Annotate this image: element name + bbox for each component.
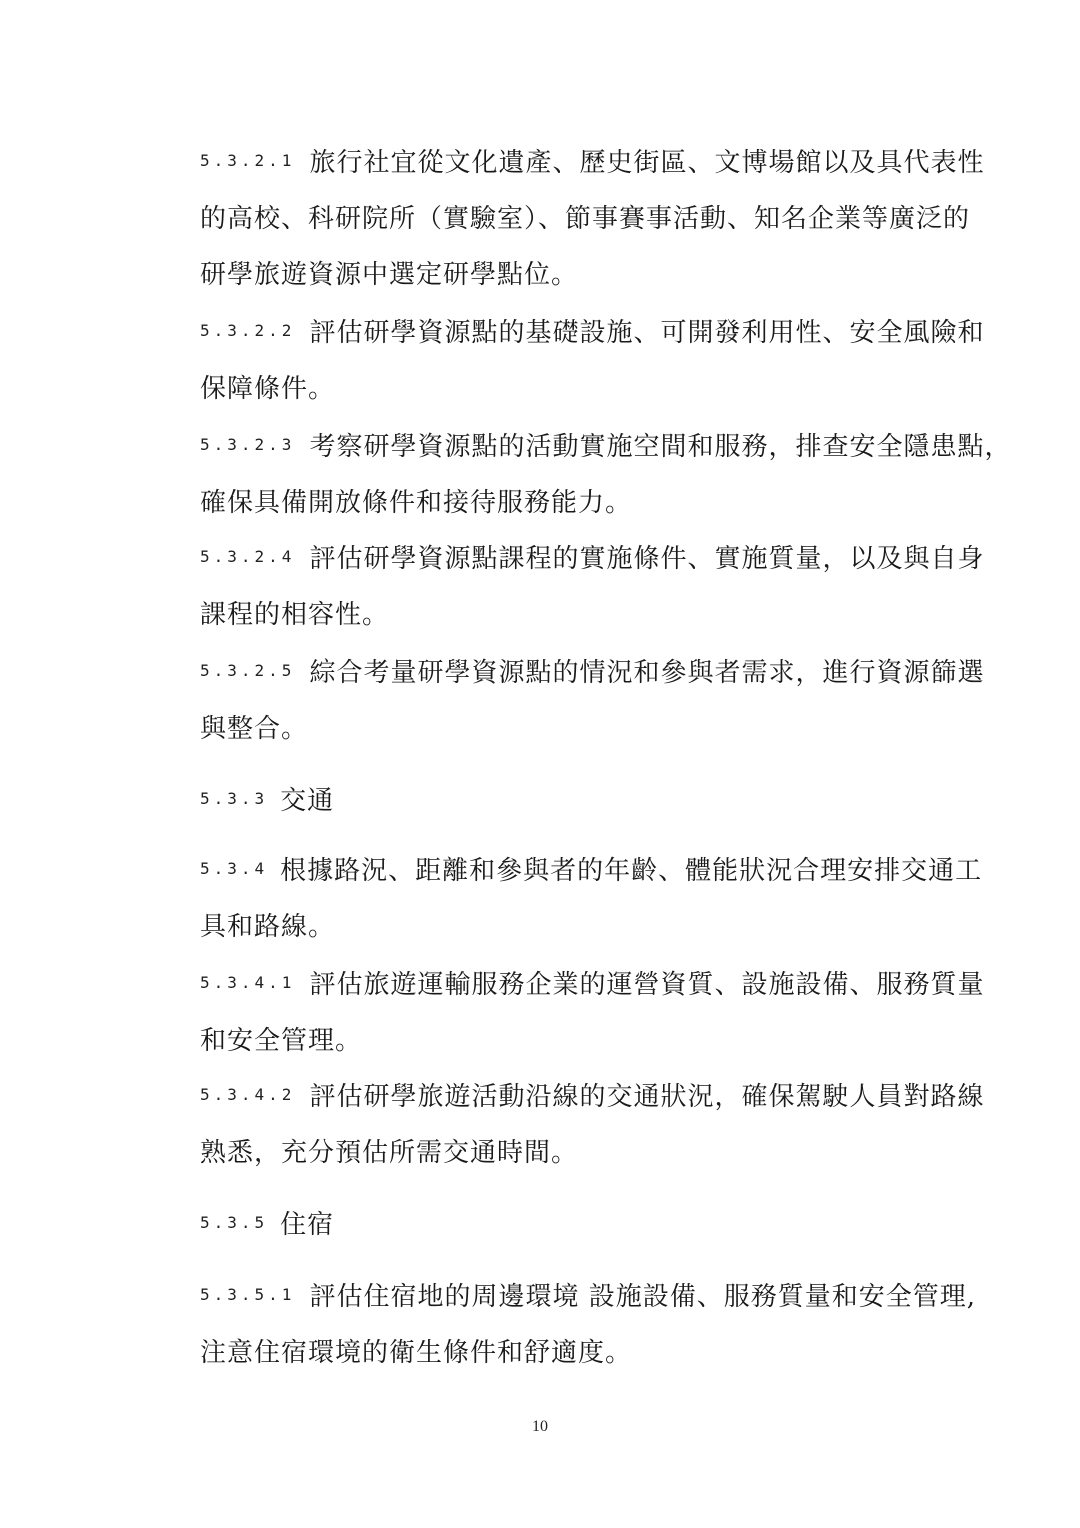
clause-text: 保障條件。 [200,373,336,404]
clause-text: 旅行社宜從文化遺產、歷史街區、文博場館以及具代表性 [309,147,985,178]
clause-text: 具和路線。 [200,911,336,942]
paragraph-5-3-2-4-line-2 [200,592,389,632]
section-heading-5-3-3 [200,778,334,818]
clause-text: 確保具備開放條件和接待服務能力。 [200,487,633,518]
paragraph-5-3-4-2-line-1 [200,1074,984,1114]
paragraph-5-3-4-line-2 [200,904,335,944]
paragraph-5-3-4-1-line-2 [200,1018,362,1058]
clause-text: 評估研學資源點課程的實施條件、實施質量，以及與自身 [309,543,985,574]
section-heading-5-3-5 [200,1202,334,1242]
clause-number: 5.3.2.5 [200,660,296,680]
clause-number: 5.3.2.2 [200,320,296,340]
clause-number: 5.3.2.3 [200,434,296,454]
paragraph-5-3-2-3-line-2 [200,480,632,520]
paragraph-5-3-2-1-line-3 [200,252,578,292]
clause-text: 評估研學旅遊活動沿線的交通狀況，確保駕駛人員對路線 [309,1081,985,1112]
paragraph-5-3-2-4-line-1 [200,536,984,576]
section-heading-text: 住宿 [280,1209,335,1240]
clause-text: 的高校、科研院所（實驗室）、節事賽事活動、知名企業等廣泛的 [200,203,971,234]
clause-number: 5.3.4.1 [200,972,296,992]
clause-text: 熟悉，充分預估所需交通時間。 [200,1137,579,1168]
paragraph-5-3-4-1-line-1 [200,962,984,1002]
page-number: 10 [532,1418,548,1435]
paragraph-5-3-2-2-line-2 [200,366,335,406]
section-heading-text: 交通 [280,785,335,816]
clause-text: 評估住宿地的周邊環境 設施設備、服務質量和安全管理, [309,1281,976,1312]
paragraph-5-3-2-1-line-1 [200,140,984,180]
clause-text: 與整合。 [200,713,309,744]
paragraph-5-3-4-2-line-2 [200,1130,578,1170]
clause-number: 5.3.4.2 [200,1084,296,1104]
clause-text: 注意住宿環境的衛生條件和舒適度。 [200,1337,633,1368]
clause-number: 5.3.2.4 [200,546,296,566]
clause-text: 研學旅遊資源中選定研學點位。 [200,259,579,290]
paragraph-5-3-2-5-line-2 [200,706,308,746]
paragraph-5-3-2-1-line-2 [200,196,970,236]
clause-text: 課程的相容性。 [200,599,390,630]
clause-number: 5.3.2.1 [200,150,296,170]
clause-number: 5.3.5.1 [200,1284,296,1304]
paragraph-5-3-2-5-line-1 [200,650,984,690]
paragraph-5-3-2-2-line-1 [200,310,984,350]
paragraph-5-3-5-1-line-2 [200,1330,632,1370]
paragraph-5-3-4-line-1 [200,848,982,888]
clause-text: 綜合考量研學資源點的情況和參與者需求，進行資源篩選 [309,657,985,688]
clause-text: 考察研學資源點的活動實施空間和服務，排查安全隱患點， [309,431,1012,462]
clause-text: 評估旅遊運輸服務企業的運營資質、設施設備、服務質量 [309,969,985,1000]
clause-text: 評估研學資源點的基礎設施、可開發利用性、安全風險和 [309,317,985,348]
paragraph-5-3-2-3-line-1 [200,424,1011,464]
paragraph-5-3-5-1-line-1 [200,1274,976,1314]
clause-text: 和安全管理。 [200,1025,363,1056]
clause-number: 5.3.3 [200,788,269,808]
clause-number: 5.3.4 [200,858,269,878]
clause-text: 根據路況、距離和參與者的年齡、體能狀況合理安排交通工 [280,855,983,886]
clause-number: 5.3.5 [200,1212,269,1232]
